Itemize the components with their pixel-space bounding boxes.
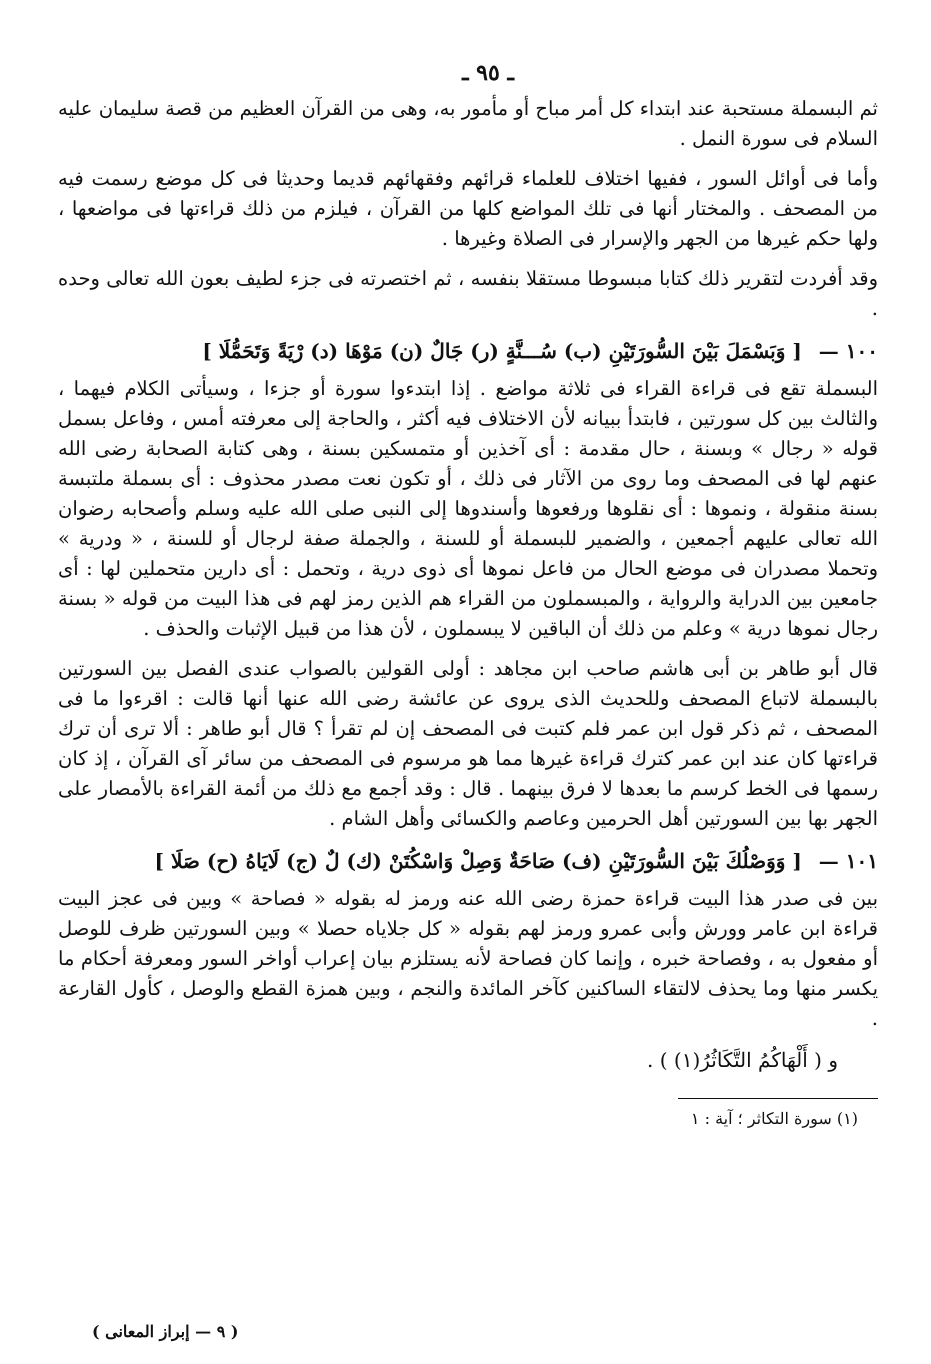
verse-text: [ وَبَسْمَلَ بَيْنَ السُّورَتَيْنِ (ب) سُـــنَّةٍ (ر) جَالٌ (ن) مَوْهَا (د) رْيَةً وَتَحَمُّلَا ] bbox=[202, 339, 802, 363]
closing-line: و ( أَلْهَاكُمُ التَّكَاثُرُ(١) ) . bbox=[647, 1048, 838, 1072]
paragraph: قال أبو طاهر بن أبى هاشم صاحب ابن مجاهد : أولى القولين بالصواب عندى الفصل بين السورتين بالبسملة لاتباع المصحف وللحديث الذى يروى عن عائشة رضى الله عنها أنها قالت : اقرءوا ما فى المصحف ، ثم ذكر قول ابن عمر فلم كتبت فى المصحف إن لم تقرأ ؟ قال أبو طاهر : ألا ترى أن ترك قراءتها كان عند ابن عمر كترك قراءة غيرها مما هو مرسوم فى المصحف من سائر آى القرآن ، إذ كان رسمها فى الخط كرسم ما بعدها لا فرق بينهما . قال : وقد أجمع مع ذلك من أئمة القراءة بالأمصار على الجهر بها بين السورتين أهل الحرمين وعاصم والكسائى وأهل الشام . bbox=[58, 657, 878, 830]
footnote: (١) سورة التكاثر ؛ آية : ١ bbox=[690, 1109, 858, 1128]
paragraph: بين فى صدر هذا البيت قراءة حمزة رضى الله عنه ورمز له بقوله « فصاحة » وبين فى عجز البيت قراءة ابن عامر وورش وأبى عمرو ورمز لهم بقوله « كل جلاياه حصلا » وبين السورتين ظرف للوصل أو مفعول به ، وفصاحة خبره ، وإنما كان فصاحة لأنه يستلزم بيان إعراب أواخر السور ومعرفة أحكام ما يكسر منها وما يحذف لالتقاء الساكنين كآخر المائدة والنجم ، وبين همزة القطع والوصل ، كأول القارعة . bbox=[58, 887, 878, 1030]
page-number: ـ ٩٥ ـ bbox=[462, 60, 514, 86]
page-body bbox=[58, 60, 878, 1131]
verse-number: ١٠١ — bbox=[818, 849, 878, 873]
verse-number: ١٠٠ — bbox=[818, 339, 878, 363]
paragraph: وأما فى أوائل السور ، ففيها اختلاف للعلماء قرائهم وفقهائهم قديما وحديثا فى كل موضع رسمت فيه من المصحف . والمختار أنها فى تلك المواضع كلها من القرآن ، فيلزم من ذلك قراءتها فى مواضعها ، ولها حكم غيرها من الجهر والإسرار فى الصلاة وغيرها . bbox=[58, 167, 878, 250]
page-footer: ( ٩ — إبراز المعانى ) bbox=[92, 1322, 239, 1341]
verse-text: [ وَوَصْلُكَ بَيْنَ السُّورَتَيْنِ (ف) صَاحَةٌ وَصِلْ وَاسْكُتَنْ (ك) لٌ (ج) لَايَاهُ (ح) صَلَا ] bbox=[154, 849, 802, 873]
paragraph: ثم البسملة مستحبة عند ابتداء كل أمر مباح أو مأمور به، وهى من القرآن العظيم من قصة سليمان عليه السلام فى سورة النمل . bbox=[58, 97, 878, 150]
footnote-divider bbox=[678, 1098, 878, 1099]
verse-101 bbox=[58, 844, 878, 878]
paragraph: وقد أفردت لتقرير ذلك كتابا مبسوطا مستقلا بنفسه ، ثم اختصرته فى جزء لطيف بعون الله تعالى وحده . bbox=[58, 267, 878, 320]
paragraph: البسملة تقع فى قراءة القراء فى ثلاثة مواضع . إذا ابتدءوا سورة أو جزءا ، وسيأتى الكلام فيهما ، والثالث بين كل سورتين ، فابتدأ ببيانه لأن الاختلاف فيه أكثر ، والحاجة إلى معرفته أمس ، وفاعل بسمل قوله « رجال » وبسنة ، حال مقدمة : أى آخذين أو متمسكين بسنة ، وهى كتابة الصحابة رضى الله عنهم لها فى المصحف وما روى من الآثار فى ذلك ، أو تكون نعت مصدر محذوف : أى بسملة ملتبسة بسنة منقولة ، ونموها : أى نقلوها ورفعوها وأسندوها إلى النبى صلى الله عليه وسلم وأصحابه رضوان الله تعالى عليهم أجمعين ، والضمير للبسملة أو للسنة ، والجملة صفة لرجال أو للسنة ، « ودرية » وتحملا مصدران فى موضع الحال من فاعل نموها أى ذوى درية ، وتحمل : أى دارين متحملين لها : أى جامعين بين الدراية والرواية ، والمبسملون من القراء هم الذين رمز لهم فى هذا البيت من قوله « بسنة رجال نموها درية » وعلم من ذلك أن الباقين لا يبسملون ، لأن هذا من قبيل الإثبات والحذف . bbox=[58, 377, 878, 640]
verse-100 bbox=[58, 334, 878, 368]
